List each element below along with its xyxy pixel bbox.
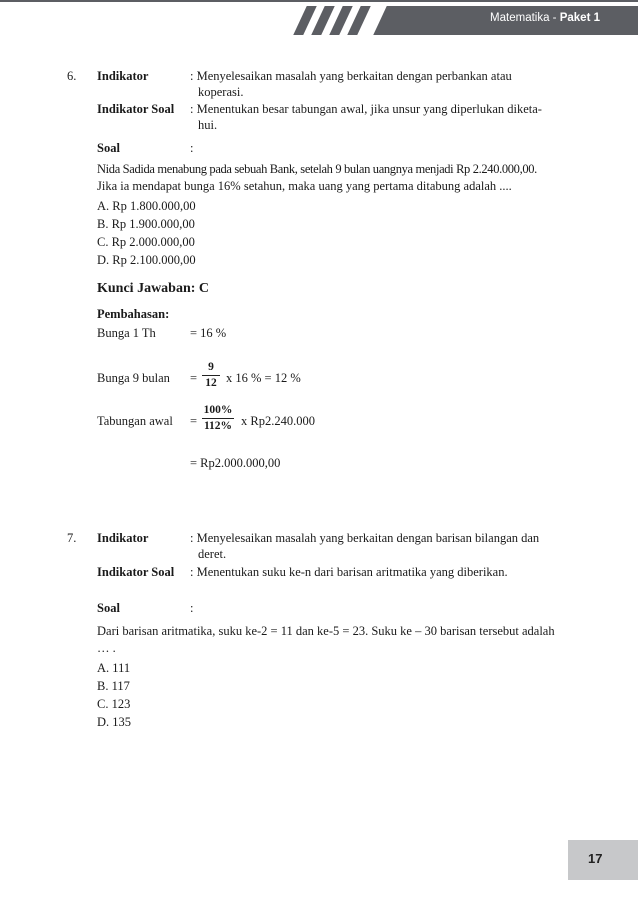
q6-soal-label: Soal	[97, 141, 120, 155]
q6-indikator-soal-line1: : Menentukan besar tabungan awal, jika unsur yang diperlukan diketa-	[190, 102, 542, 116]
page-header	[0, 0, 638, 40]
q6-bunga1-value: = 16 %	[190, 326, 227, 340]
q6-soal-line2: Jika ia mendapat bunga 16% setahun, maka uang yang pertama ditabung adalah ....	[97, 179, 512, 193]
q6-bunga9-equals: =	[190, 371, 198, 385]
q7-soal-line2: … .	[97, 641, 116, 655]
q6-soal-line1: Nida Sadida menabung pada sebuah Bank, setelah 9 bulan uangnya menjadi Rp 2.240.000,00.	[97, 162, 537, 176]
q7-option-c: C. 123	[97, 697, 131, 711]
q6-bunga9-rest: x 16 % = 12 %	[226, 371, 301, 385]
header-stripe	[347, 6, 371, 35]
q7-number: 7.	[67, 531, 77, 545]
q7-soal-line1: Dari barisan aritmatika, suku ke-2 = 11 dan ke-5 = 23. Suku ke – 30 barisan tersebut adalah	[97, 624, 555, 638]
q7-option-a: A. 111	[97, 661, 131, 675]
q6-option-d: D. Rp 2.100.000,00	[97, 253, 196, 267]
q7-indikator-line1: : Menyelesaikan masalah yang berkaitan dengan barisan bilangan dan	[190, 531, 540, 545]
q7-option-b: B. 117	[97, 679, 130, 693]
q6-tabungan-denominator: 112%	[203, 420, 233, 432]
q6-bunga9-fraction	[202, 361, 220, 390]
page-number-box	[568, 840, 638, 880]
q6-pembahasan-heading: Pembahasan:	[97, 307, 170, 321]
header-rule	[0, 0, 638, 2]
header-title	[490, 12, 600, 24]
q6-bunga9-numerator: 9	[208, 361, 214, 373]
fraction-bar	[202, 418, 234, 419]
q7-indikator-soal-line1: : Menentukan suku ke-n dari barisan aritmatika yang diberikan.	[190, 565, 508, 579]
q6-indikator-line1: : Menyelesaikan masalah yang berkaitan dengan perbankan atau	[190, 69, 512, 83]
q6-option-a: A. Rp 1.800.000,00	[97, 199, 196, 213]
q6-tabungan-fraction	[202, 404, 234, 433]
q6-option-b: B. Rp 1.900.000,00	[97, 217, 195, 231]
q6-bunga1-label: Bunga 1 Th	[97, 326, 156, 340]
q6-tabungan-rest: x Rp2.240.000	[241, 414, 315, 428]
q6-indikator-soal-line2: hui.	[198, 118, 218, 132]
q6-indikator-line2: koperasi.	[198, 85, 244, 99]
q7-indikator-label: Indikator	[97, 531, 149, 545]
q7-option-d: D. 135	[97, 715, 132, 729]
q6-tabungan-equals: =	[190, 414, 198, 428]
page-number: 17	[588, 851, 603, 866]
q6-indikator-label: Indikator	[97, 69, 149, 83]
q6-bunga9-denominator: 12	[205, 377, 217, 389]
q6-indikator-soal-label: Indikator Soal	[97, 102, 175, 116]
header-paket: Paket 1	[559, 12, 600, 24]
q6-number: 6.	[67, 69, 77, 83]
q6-option-c: C. Rp 2.000.000,00	[97, 235, 195, 249]
q6-tabungan-label: Tabungan awal	[97, 414, 173, 428]
q7-indikator-line2: deret.	[198, 547, 227, 561]
q6-tabungan-numerator: 100%	[203, 404, 233, 416]
q6-soal-colon: :	[190, 141, 194, 155]
q7-indikator-soal-label: Indikator Soal	[97, 565, 175, 579]
q6-bunga9-label: Bunga 9 bulan	[97, 371, 170, 385]
header-subject: Matematika -	[490, 12, 560, 24]
q6-tabungan-result: = Rp2.000.000,00	[190, 456, 281, 470]
q7-soal-colon: :	[190, 601, 194, 615]
fraction-bar	[202, 375, 220, 376]
q7-soal-label: Soal	[97, 601, 120, 615]
q6-answer-key: Kunci Jawaban: C	[97, 281, 210, 296]
